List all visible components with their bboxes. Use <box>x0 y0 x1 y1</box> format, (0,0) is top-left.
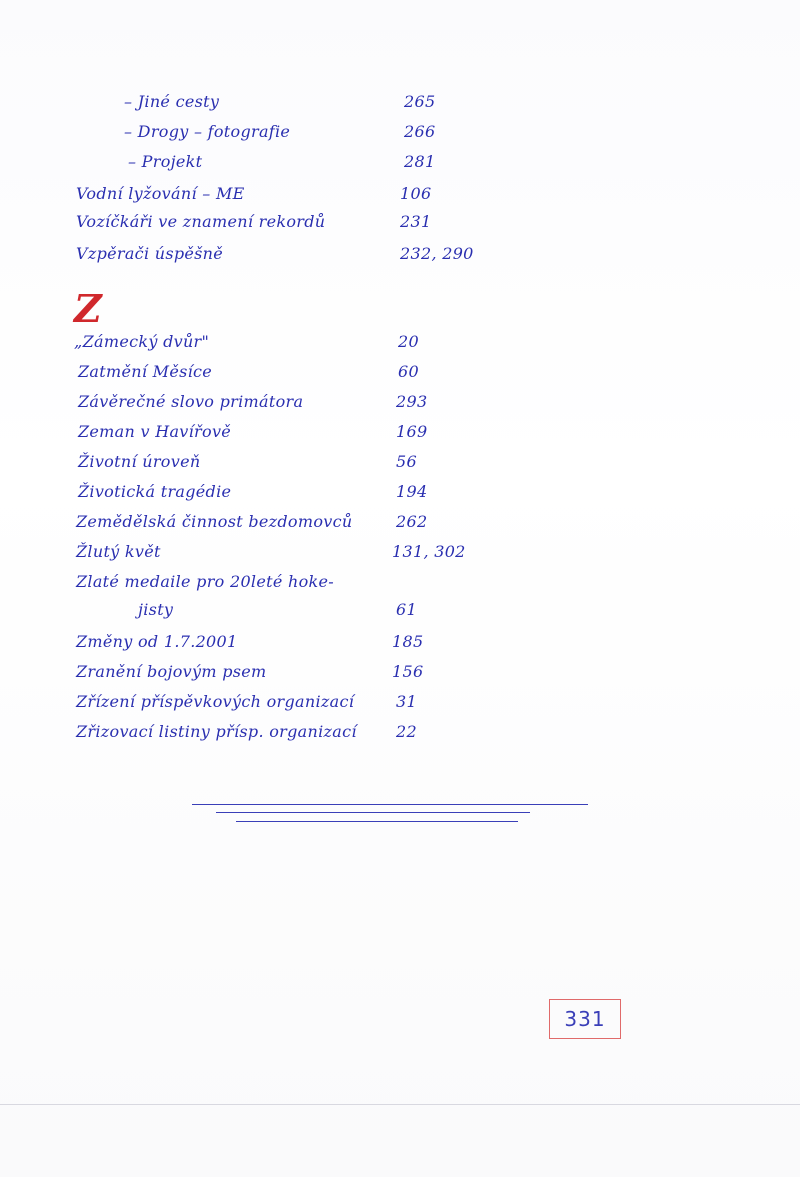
index-pages: 60 <box>398 362 419 381</box>
page-number: 331 <box>564 1007 606 1031</box>
index-pages: 156 <box>392 662 424 681</box>
index-pages: 185 <box>392 632 424 651</box>
index-term: jisty <box>138 600 174 619</box>
index-entry <box>0 212 800 240</box>
index-pages: 169 <box>396 422 428 441</box>
index-entry <box>0 152 800 180</box>
index-term: Zatmění Měsíce <box>78 362 213 381</box>
index-term: „Zámecký dvůr" <box>74 332 210 351</box>
index-pages: 131, 302 <box>392 542 466 561</box>
index-entry <box>0 332 800 360</box>
index-term: Zeman v Havířově <box>78 422 232 441</box>
page-edge <box>0 1104 800 1105</box>
index-pages: 106 <box>400 184 432 203</box>
index-term: – Jiné cesty <box>124 92 220 111</box>
index-term: Vzpěrači úspěšně <box>76 244 224 263</box>
index-pages: 20 <box>398 332 419 351</box>
index-term: Zemědělská činnost bezdomovců <box>76 512 353 531</box>
index-pages: 265 <box>404 92 436 111</box>
index-entry <box>0 662 800 690</box>
index-pages: 281 <box>404 152 436 171</box>
index-term: Žlutý květ <box>76 542 161 561</box>
index-term: – Projekt <box>128 152 203 171</box>
index-pages: 56 <box>396 452 417 471</box>
index-entry <box>0 692 800 720</box>
index-entry <box>0 512 800 540</box>
index-entry <box>0 422 800 450</box>
index-term: Vozíčkáři ve znamení rekordů <box>76 212 326 231</box>
closing-rule <box>192 804 588 805</box>
index-entry <box>0 92 800 120</box>
index-entry <box>0 600 800 628</box>
index-pages: 262 <box>396 512 428 531</box>
index-entry <box>0 362 800 390</box>
section-letter: Z <box>74 286 102 331</box>
index-entry <box>0 572 800 600</box>
index-entry <box>0 244 800 272</box>
index-term: Vodní lyžování – ME <box>76 184 245 203</box>
index-entry <box>0 542 800 570</box>
index-term: Zranění bojovým psem <box>76 662 267 681</box>
index-entry <box>0 184 800 212</box>
index-pages: 232, 290 <box>400 244 474 263</box>
index-pages: 293 <box>396 392 428 411</box>
closing-rule <box>216 812 530 813</box>
index-term: Závěrečné slovo primátora <box>78 392 304 411</box>
index-pages: 266 <box>404 122 436 141</box>
index-term: Zřizovací listiny přísp. organizací <box>76 722 357 741</box>
index-pages: 31 <box>396 692 417 711</box>
index-entry <box>0 482 800 510</box>
index-term: Zřízení příspěvkových organizací <box>76 692 355 711</box>
index-entry <box>0 452 800 480</box>
index-entry <box>0 122 800 150</box>
index-term: Životní úroveň <box>78 452 201 471</box>
page-number-box <box>549 999 621 1039</box>
index-entry <box>0 392 800 420</box>
index-term: Změny od 1.7.2001 <box>76 632 238 651</box>
index-pages: 194 <box>396 482 428 501</box>
index-pages: 231 <box>400 212 432 231</box>
index-pages: 22 <box>396 722 417 741</box>
index-pages: 61 <box>396 600 417 619</box>
closing-rule <box>236 821 518 822</box>
index-term: Životická tragédie <box>78 482 232 501</box>
index-entry <box>0 632 800 660</box>
index-entry <box>0 722 800 750</box>
index-term: Zlaté medaile pro 20leté hoke- <box>76 572 335 591</box>
index-term: – Drogy – fotografie <box>124 122 291 141</box>
